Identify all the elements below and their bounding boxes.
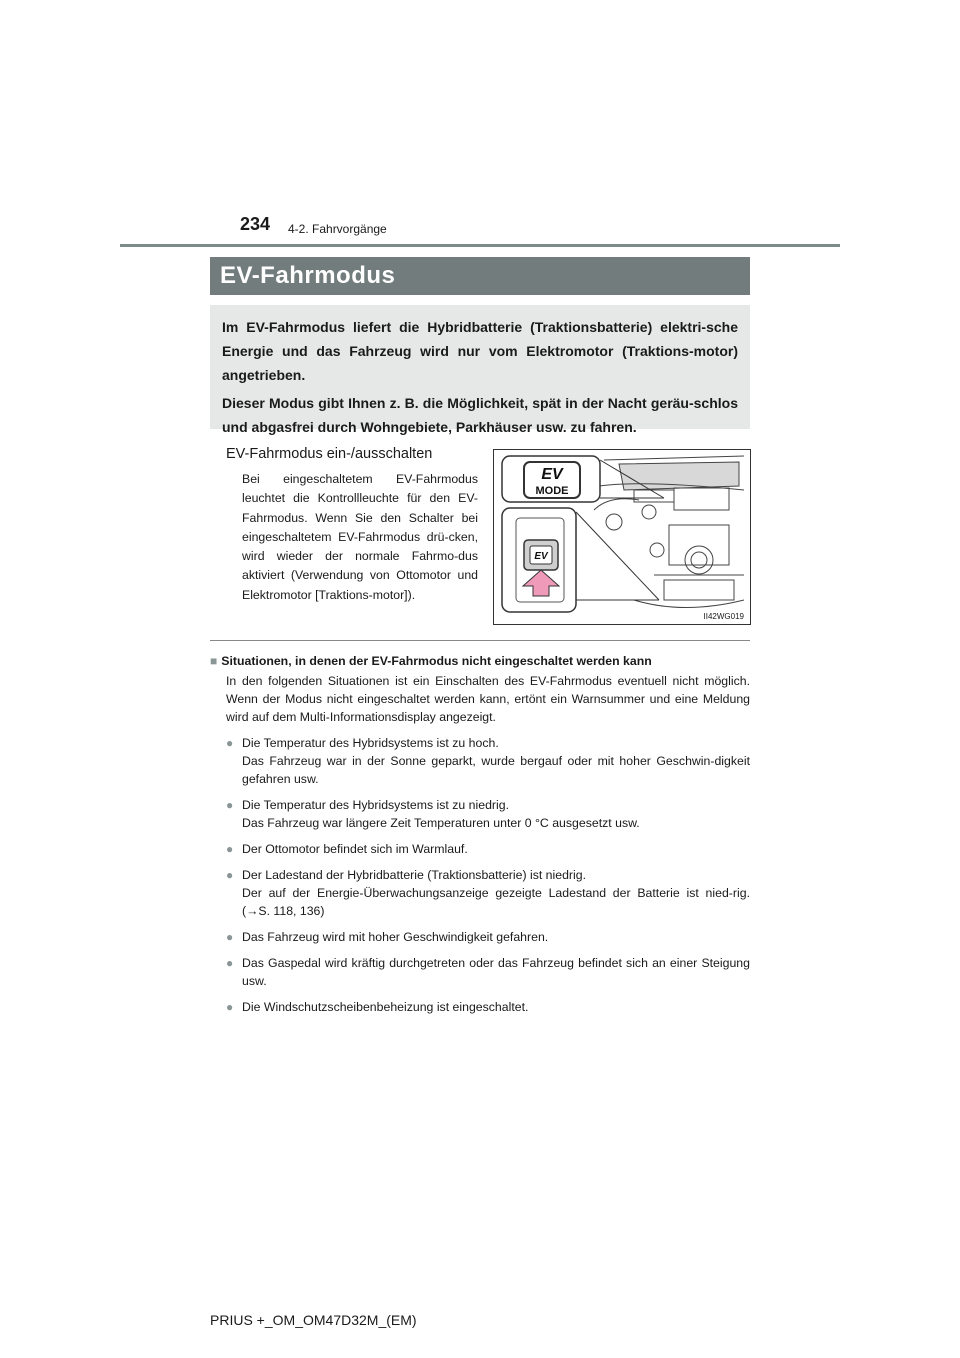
intro-paragraph: Im EV-Fahrmodus liefert die Hybridbatterie (Traktionsbatterie) elektri-sche Energie und das Fahrzeug wird nur vom Elektromotor (Traktions-motor) angetrieben. [222, 319, 738, 383]
header-rule [120, 244, 840, 247]
footer-code: PRIUS +_OM_OM47D32M_(EM) [210, 1312, 417, 1328]
list-item [226, 734, 750, 788]
intro-box [210, 305, 750, 435]
section-divider [210, 640, 750, 641]
list-item [226, 796, 750, 832]
intro-paragraph: Dieser Modus gibt Ihnen z. B. die Möglichkeit, spät in der Nacht geräu-schlos und abgasfrei durch Wohngebiete, Parkhäuser usw. zu fahren. [222, 395, 738, 435]
list-item-text: Die Temperatur des Hybridsystems ist zu niedrig. Das Fahrzeug war längere Zeit Temperaturen unter 0 °C ausgesetzt usw. [242, 798, 640, 830]
condition-list [226, 734, 750, 1016]
switch-heading: EV-Fahrmodus ein-/ausschalten [226, 446, 433, 462]
page-title: EV-Fahrmodus [210, 257, 750, 295]
bullet-dot-icon: ● [226, 956, 234, 970]
note-body [226, 672, 750, 1016]
note-block [210, 652, 750, 1024]
list-item-text: Das Fahrzeug wird mit hoher Geschwindigkeit gefahren. [242, 930, 549, 944]
list-item [226, 928, 750, 946]
page-number: 234 [240, 214, 271, 234]
ev-button-label: EV [534, 551, 548, 562]
list-item-text: Die Windschutzscheibenbeheizung ist eingeschaltet. [242, 1000, 529, 1014]
list-item [226, 998, 750, 1016]
list-item [226, 840, 750, 858]
list-item-text: Die Temperatur des Hybridsystems ist zu hoch. Das Fahrzeug war in der Sonne geparkt, wurde bergauf oder mit hoher Geschwin-digkeit gefahren usw. [242, 736, 750, 786]
list-item [226, 954, 750, 990]
note-title-text: Situationen, in denen der EV-Fahrmodus nicht eingeschaltet werden kann [221, 654, 652, 668]
switch-description: Bei eingeschaltetem EV-Fahrmodus leuchtet die Kontrollleuchte für den EV-Fahrmodus. Wenn Sie den Schalter bei eingeschaltetem EV-Fahrmodus drü-cken, wird wieder der normale Fahrmo-dus aktiviert (Verwendung von Ottomotor und Elektromotor [Traktions-motor]). [242, 472, 478, 602]
bullet-dot-icon: ● [226, 842, 234, 856]
ev-indicator-top-label: EV [541, 466, 563, 483]
list-item-text: Der Ottomotor befindet sich im Warmlauf. [242, 842, 468, 856]
list-item-text: Das Gaspedal wird kräftig durchgetreten oder das Fahrzeug befindet sich an einer Steigung usw. [242, 956, 750, 988]
list-item-text: Der Ladestand der Hybridbatterie (Traktionsbatterie) ist niedrig. Der auf der Energie-Überwachungsanzeige gezeigte Ladestand der Batterie ist nied-rig. (→S. 118, 136) [242, 868, 750, 918]
dashboard-illustration [494, 450, 750, 624]
bullet-dot-icon: ● [226, 868, 234, 882]
list-item [226, 866, 750, 920]
ev-indicator-bottom-label: MODE [535, 485, 569, 497]
note-title [210, 652, 750, 670]
bullet-dot-icon: ● [226, 736, 234, 750]
section-reference: 4-2. Fahrvorgänge [288, 222, 387, 236]
figure-code: II42WG019 [703, 612, 744, 621]
square-bullet-icon: ■ [210, 654, 218, 668]
ev-switch-figure [493, 449, 751, 625]
bullet-dot-icon: ● [226, 798, 234, 812]
bullet-dot-icon: ● [226, 1000, 234, 1014]
bullet-dot-icon: ● [226, 930, 234, 944]
note-intro: In den folgenden Situationen ist ein Einschalten des EV-Fahrmodus eventuell nicht möglich. Wenn der Modus nicht eingeschaltet werden kann, ertönt ein Warnsummer und eine Meldung wird auf dem Multi-Informationsdisplay angezeigt. [226, 674, 750, 724]
